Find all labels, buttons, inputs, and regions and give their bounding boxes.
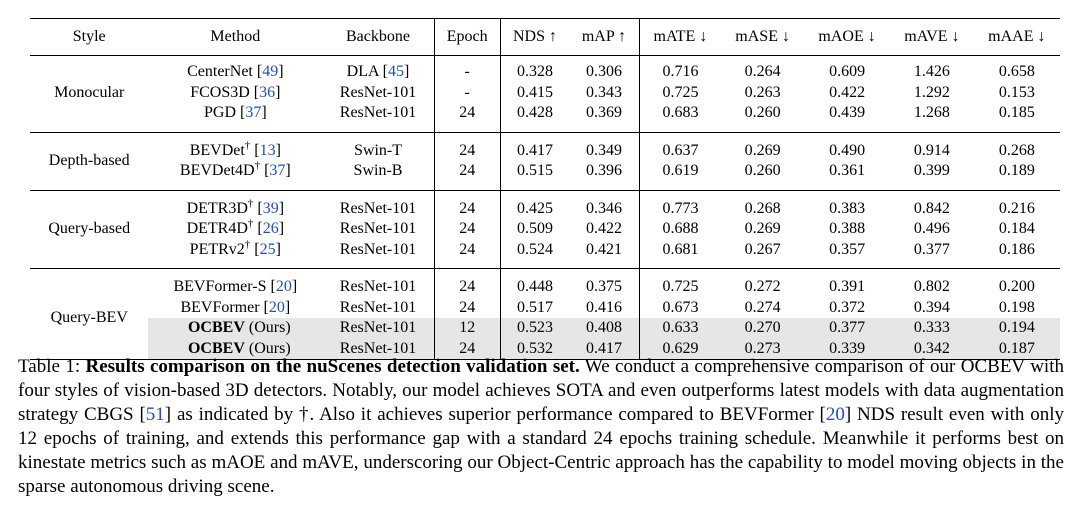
nds-cell: 0.515 — [500, 161, 569, 182]
nds-cell: 0.328 — [500, 62, 569, 83]
nds-cell: 0.509 — [500, 219, 569, 240]
mave-cell: 0.496 — [913, 220, 950, 237]
nds-cell: 0.517 — [500, 298, 569, 319]
epoch-cell: 24 — [434, 240, 500, 261]
map-cell: 0.369 — [586, 104, 622, 121]
map-cell: 0.306 — [586, 63, 622, 80]
backbone-cell: ResNet-101 — [339, 104, 417, 121]
map-cell: 0.349 — [586, 141, 622, 159]
backbone-cell: ResNet-101 — [322, 339, 434, 360]
maae-cell: 0.189 — [998, 162, 1035, 179]
header-method: Method — [210, 27, 261, 45]
backbone-cell: ResNet-101 — [339, 298, 417, 316]
mave-cell: 1.426 — [913, 63, 950, 80]
caption-text: ] NDS result even with only 12 epochs of training, and extends this performance gap with a standard 24 epochs training schedule. Meanwhile it performs best on kinestate metrics such as mAOE and mAVE, underscoring our Object-Centric approach has the capability to model moving objects in the sparse autonomous driving scene. — [18, 404, 1065, 497]
header-epoch: Epoch — [434, 19, 500, 56]
caption-ref-link[interactable]: 20 — [825, 404, 845, 425]
nds-cell: 0.523 — [500, 318, 569, 339]
backbone-cell: Swin-B — [353, 162, 403, 179]
method-cell: FCOS3D [36] — [190, 83, 281, 101]
header-mase: mASE ↓ — [735, 27, 790, 45]
table-row — [30, 62, 1060, 83]
style-querybev: Query-BEV — [50, 308, 128, 326]
nds-cell: 0.417 — [500, 141, 569, 162]
mase-cell: 0.260 — [744, 104, 781, 121]
header-nds: NDS ↑ — [500, 19, 569, 56]
nds-cell: 0.428 — [500, 103, 569, 124]
mave-cell: 0.394 — [913, 298, 950, 316]
maoe-cell: 0.439 — [829, 104, 866, 121]
header-mave: mAVE ↓ — [904, 27, 960, 45]
method-cell: DETR4D† [26] — [186, 217, 285, 237]
caption-text: We conduct a comprehensive comparison of our OCBEV with four styles of vision-based 3D detectors. Notably, our model achieves SOTA and even outperforms latest models with data augmentation strategy CBGS [ — [18, 356, 1064, 425]
mave-cell-best: 0.333 — [890, 318, 973, 339]
maae-cell: 0.185 — [998, 104, 1035, 121]
backbone-cell: ResNet-101 — [322, 318, 434, 339]
mase-cell: 0.267 — [744, 240, 781, 258]
mate-cell: 0.637 — [639, 141, 721, 162]
epoch-cell: 24 — [434, 339, 500, 360]
maae-cell: 0.268 — [998, 141, 1035, 159]
epoch-cell: 24 — [434, 219, 500, 240]
map-cell: 0.417 — [569, 339, 639, 360]
style-depth: Depth-based — [48, 151, 130, 169]
backbone-cell: Swin-T — [354, 141, 402, 159]
backbone-cell: ResNet-101 — [339, 240, 417, 258]
maoe-cell: 0.422 — [829, 83, 866, 101]
map-cell: 0.346 — [586, 199, 622, 217]
mave-cell: 1.268 — [913, 104, 950, 121]
table-row-ours-12 — [30, 318, 1060, 339]
maae-cell: 0.187 — [974, 339, 1060, 360]
header-map: mAP ↑ — [581, 27, 627, 45]
mase-cell: 0.269 — [744, 220, 781, 237]
map-cell: 0.396 — [586, 162, 622, 179]
mave-cell: 0.842 — [913, 199, 950, 217]
backbone-cell: DLA [45] — [346, 63, 410, 80]
nds-cell: 0.425 — [500, 199, 569, 220]
mate-cell: 0.725 — [639, 83, 721, 104]
epoch-cell: 24 — [434, 161, 500, 182]
map-cell: 0.416 — [586, 298, 622, 316]
mate-cell: 0.633 — [639, 318, 721, 339]
style-query: Query-based — [48, 220, 131, 237]
table-row — [30, 199, 1060, 220]
mase-cell: 0.273 — [721, 339, 804, 360]
maoe-cell: 0.357 — [829, 240, 866, 258]
mase-cell-best: 0.260 — [744, 162, 781, 179]
maae-cell: 0.184 — [998, 220, 1035, 237]
nds-cell: 0.448 — [500, 277, 569, 298]
mate-cell: 0.688 — [639, 219, 721, 240]
epoch-cell: 24 — [434, 141, 500, 162]
table-row — [30, 277, 1060, 298]
maae-cell: 0.216 — [998, 199, 1035, 217]
mase-cell: 0.263 — [744, 83, 781, 101]
style-monocular: Monocular — [54, 83, 125, 101]
epoch-cell: 24 — [434, 298, 500, 319]
mave-cell: 0.914 — [913, 141, 950, 159]
header-maae: mAAE ↓ — [988, 27, 1046, 45]
mate-cell: 0.673 — [639, 298, 721, 319]
table-caption — [18, 355, 1064, 499]
mate-cell: 0.716 — [639, 62, 721, 83]
epoch-cell: 24 — [434, 277, 500, 298]
epoch-cell: - — [434, 62, 500, 83]
method-cell: PETRv2† [25] — [189, 238, 281, 258]
table-row — [30, 141, 1060, 162]
backbone-cell: ResNet-101 — [339, 83, 417, 101]
mase-cell: 0.274 — [744, 298, 781, 316]
maoe-cell: 0.377 — [804, 318, 890, 339]
table-row — [30, 219, 1060, 240]
caption-title: Results comparison on the nuScenes detection validation set. — [85, 356, 580, 377]
method-cell: BEVDet4D† [37] — [179, 159, 291, 179]
maae-cell: 0.200 — [998, 278, 1035, 295]
mave-cell: 0.377 — [913, 240, 950, 258]
results-table — [30, 18, 1060, 360]
caption-label: Table 1: — [18, 356, 81, 377]
method-cell: CenterNet [49] — [187, 63, 284, 80]
mave-cell: 1.292 — [913, 83, 950, 101]
epoch-cell: 24 — [434, 103, 500, 124]
maoe-cell: 0.361 — [829, 162, 866, 179]
maae-cell: 0.658 — [998, 63, 1035, 80]
maae-cell: 0.194 — [974, 318, 1060, 339]
epoch-cell: 12 — [434, 318, 500, 339]
maoe-cell: 0.609 — [829, 63, 866, 80]
header-row — [30, 19, 1060, 56]
map-cell-best: 0.422 — [586, 220, 622, 237]
map-cell: 0.343 — [586, 83, 622, 101]
table-row — [30, 83, 1060, 104]
mate-cell: 0.629 — [639, 339, 721, 360]
mate-cell-best: 0.619 — [639, 161, 721, 182]
caption-ref-link[interactable]: 51 — [145, 404, 165, 425]
method-cell: OCBEV (Ours) — [148, 318, 322, 339]
caption-text: ] as indicated by †. Also it achieves superior performance compared to BEVFormer [ — [164, 404, 826, 425]
maoe-cell: 0.391 — [829, 278, 866, 295]
maae-cell-best: 0.153 — [998, 83, 1035, 101]
method-cell: OCBEV (Ours) — [148, 339, 322, 360]
header-mate: mATE ↓ — [639, 19, 721, 56]
maoe-cell: 0.372 — [829, 298, 866, 316]
mase-cell: 0.264 — [744, 63, 781, 80]
epoch-cell: 24 — [434, 199, 500, 220]
backbone-cell: ResNet-101 — [339, 220, 417, 237]
maae-cell: 0.186 — [998, 240, 1035, 258]
header-maoe: mAOE ↓ — [818, 27, 876, 45]
header-backbone: Backbone — [346, 27, 410, 45]
mase-cell: 0.270 — [721, 318, 804, 339]
table-row — [30, 298, 1060, 319]
nds-cell: 0.524 — [500, 240, 569, 261]
mate-cell: 0.681 — [639, 240, 721, 261]
header-style: Style — [72, 27, 106, 45]
method-cell: BEVFormer-S [20] — [173, 278, 298, 295]
map-cell: 0.408 — [569, 318, 639, 339]
mave-cell: 0.342 — [890, 339, 973, 360]
maoe-cell-best: 0.339 — [804, 339, 890, 360]
mase-cell: 0.272 — [744, 278, 781, 295]
map-cell: 0.421 — [586, 240, 622, 258]
mate-cell: 0.683 — [639, 103, 721, 124]
method-cell: DETR3D† [39] — [186, 197, 285, 217]
backbone-cell: ResNet-101 — [339, 199, 417, 217]
nds-cell: 0.415 — [500, 83, 569, 104]
mave-cell: 0.802 — [913, 278, 950, 295]
mate-cell: 0.725 — [639, 277, 721, 298]
mave-cell: 0.399 — [913, 162, 950, 179]
maae-cell: 0.198 — [998, 298, 1035, 316]
maoe-cell: 0.383 — [829, 199, 866, 217]
mate-cell: 0.773 — [639, 199, 721, 220]
mase-cell: 0.268 — [744, 199, 781, 217]
method-cell: BEVFormer [20] — [180, 298, 291, 316]
table-row — [30, 161, 1060, 182]
table-row — [30, 240, 1060, 261]
nds-cell-best: 0.532 — [500, 339, 569, 360]
method-cell: PGD [37] — [203, 104, 267, 121]
maoe-cell: 0.388 — [829, 220, 866, 237]
map-cell: 0.375 — [586, 278, 622, 295]
maoe-cell: 0.490 — [829, 141, 866, 159]
mase-cell: 0.269 — [744, 141, 781, 159]
backbone-cell: ResNet-101 — [339, 278, 417, 295]
epoch-cell: - — [434, 83, 500, 104]
table-row — [30, 103, 1060, 124]
method-cell: BEVDet† [13] — [189, 139, 281, 159]
